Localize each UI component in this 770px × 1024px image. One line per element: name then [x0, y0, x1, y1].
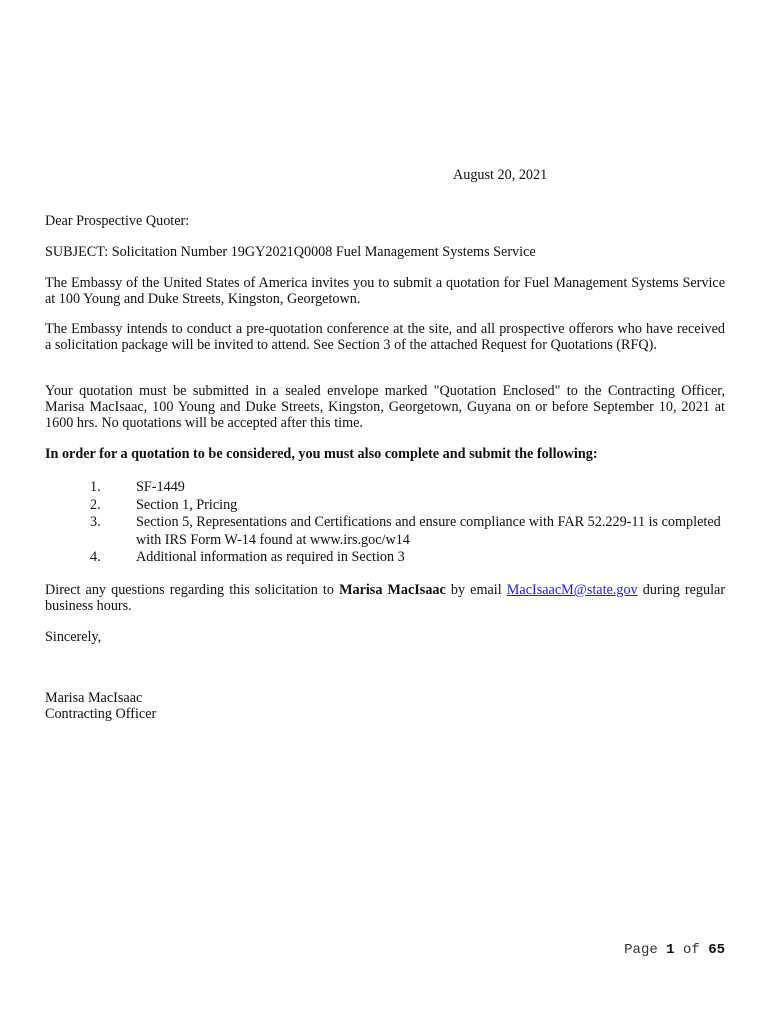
list-item-text: Section 1, Pricing — [136, 496, 238, 513]
total-pages: 65 — [708, 942, 725, 958]
contact-prefix: Direct any questions regarding this solicitation to — [45, 582, 334, 598]
paragraph-invitation: The Embassy of the United States of America invites you to submit a quotation for Fuel Management Systems Service at 100 Young and Duke Streets, Kingston, Georgetown. — [45, 275, 725, 307]
current-page: 1 — [666, 942, 675, 958]
page-word: Page — [624, 942, 658, 958]
list-item-text: SF-1449 — [136, 479, 185, 495]
list-item-text: Section 5, Representations and Certifications and ensure compliance with FAR 52.229-11 is completed with IRS Form W-14 found at www.irs.goc/w14 — [136, 514, 721, 548]
list-item-number: 2. — [90, 496, 101, 513]
list-item — [45, 497, 725, 515]
list-item-text: Additional information as required in Section 3 — [136, 549, 405, 565]
paragraph-conference: The Embassy intends to conduct a pre-quotation conference at the site, and all prospective offerors who have received a solicitation package will be invited to attend. See Section 3 of the attached Request for Quotations (RFQ). — [45, 321, 725, 353]
subject-line: SUBJECT: Solicitation Number 19GY2021Q0008 Fuel Management Systems Service — [45, 244, 536, 260]
contact-suffix: during regular business hours. — [45, 582, 726, 614]
requirements-list — [45, 479, 725, 567]
paragraph-contact — [45, 582, 725, 614]
signoff: Sincerely, — [45, 629, 102, 645]
contact-email-link[interactable]: MacIsaacM@state.gov — [506, 582, 638, 598]
list-item-number: 1. — [90, 479, 101, 495]
list-item — [45, 549, 725, 567]
list-item — [45, 514, 725, 549]
signer-title: Contracting Officer — [45, 706, 157, 722]
list-item — [45, 479, 725, 497]
contact-name: Marisa MacIsaac — [339, 582, 446, 598]
list-item-number: 3. — [90, 514, 101, 530]
paragraph-submission: Your quotation must be submitted in a sealed envelope marked "Quotation Enclosed" to the Contracting Officer, Marisa MacIsaac, 100 Young and Duke Streets, Kingston, Georgetown, Guyana on or before September 10, 2021 at 1600 hrs. No quotations will be accepted after this time. — [45, 383, 725, 431]
of-word: of — [682, 942, 700, 958]
signer-name: Marisa MacIsaac — [45, 690, 143, 706]
letter-date: August 20, 2021 — [453, 167, 548, 183]
requirements-heading: In order for a quotation to be considered, you must also complete and submit the following: — [45, 446, 598, 462]
page-number-footer — [624, 942, 725, 958]
list-item-number: 4. — [90, 549, 101, 565]
salutation: Dear Prospective Quoter: — [45, 213, 190, 229]
contact-middle: by email — [450, 582, 502, 598]
